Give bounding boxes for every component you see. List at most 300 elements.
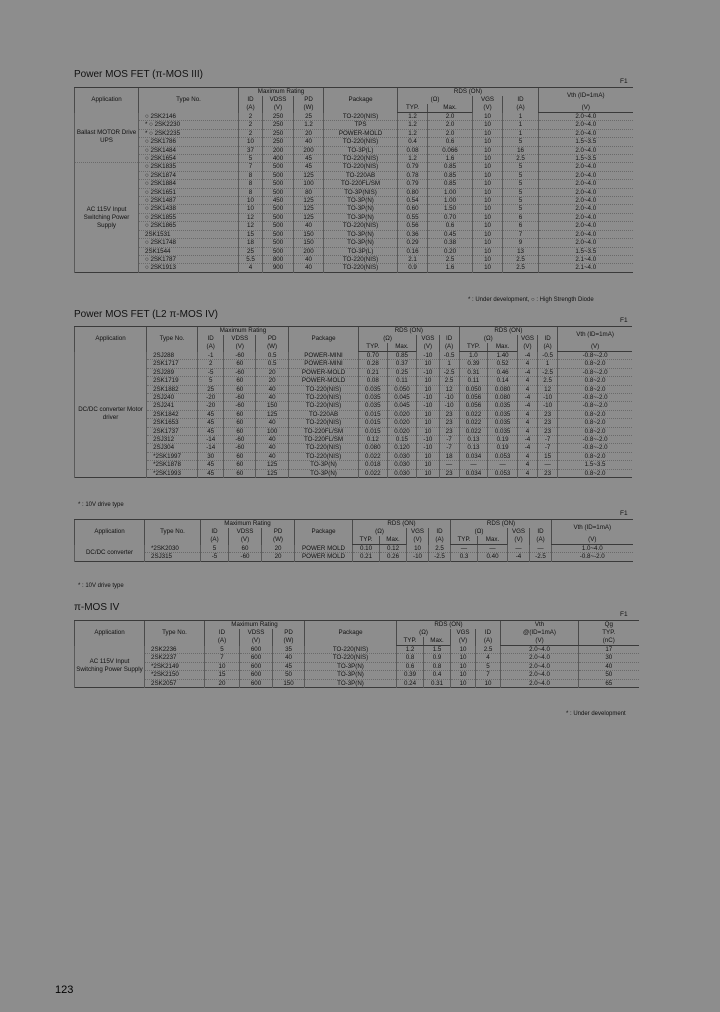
table-cell: 23 xyxy=(439,469,459,477)
table-cell: 500 xyxy=(263,180,294,188)
table-cell: TO-220(NIS) xyxy=(324,264,398,272)
table-cell: 100 xyxy=(294,180,324,188)
table-cell: 60 xyxy=(224,427,256,435)
table-row xyxy=(75,163,633,171)
table-cell: 15 xyxy=(239,230,263,238)
table-cell: -7 xyxy=(538,444,558,452)
table-cell: -60 xyxy=(229,553,262,561)
table-cell: 20 xyxy=(294,129,324,137)
table-cell: 2.1 xyxy=(398,255,428,263)
table-cell: 10 xyxy=(473,113,503,121)
table-cell: 20 xyxy=(262,545,295,553)
table-cell: — xyxy=(538,461,558,469)
table-row xyxy=(75,264,633,272)
col-application: Application xyxy=(75,88,139,113)
section1-note: * : Under development, ○ : High Strength Diode xyxy=(468,297,594,303)
table-cell: 35 xyxy=(273,646,305,654)
type-no-cell: ○ 2SK1484 xyxy=(139,146,239,154)
table-cell: -20 xyxy=(197,402,223,410)
col-vth-unit: (V) xyxy=(552,536,633,545)
table-cell: TO-220(NIS) xyxy=(324,155,398,163)
table-cell: 0.55 xyxy=(398,213,428,221)
table-cell: 0.053 xyxy=(488,469,518,477)
table-cell: 150 xyxy=(294,239,324,247)
table-cell: -10 xyxy=(417,352,439,360)
table-cell: TO-220(NIS) xyxy=(324,138,398,146)
table-cell: 0.52 xyxy=(488,360,518,368)
table-cell: TO-220(NIS) xyxy=(289,394,359,402)
table-cell: 45 xyxy=(197,461,223,469)
table-cell: 0.022 xyxy=(358,469,387,477)
table-cell: 2.0 xyxy=(428,113,473,121)
col-ohm: (Ω) xyxy=(358,335,416,343)
table-cell: 1 xyxy=(503,121,539,129)
table-cell: TO-220AB xyxy=(324,171,398,179)
col-typ: TYP. xyxy=(358,343,387,352)
table-cell: -0.8~-2.0 xyxy=(558,394,632,402)
col-rds-on-10v: RDS (ON) xyxy=(358,327,459,336)
type-no-cell: 2SJ312 xyxy=(147,436,198,444)
type-no-cell: 2SJ288 xyxy=(147,352,198,360)
table-cell: TO-220AB xyxy=(289,410,359,418)
table-cell: 600 xyxy=(240,646,273,654)
table-cell: 10 xyxy=(473,155,503,163)
type-no-cell: 2SK1737 xyxy=(147,427,198,435)
table-cell: 0.6 xyxy=(397,662,424,670)
table-cell: 0.066 xyxy=(428,146,473,154)
table-row xyxy=(75,452,633,460)
table-row xyxy=(75,402,633,410)
table-cell: -5 xyxy=(197,368,223,376)
table-cell: 45 xyxy=(197,410,223,418)
col-max: Max. xyxy=(428,104,473,113)
section4-f1-label: F1 xyxy=(620,611,628,618)
table-cell: 0.022 xyxy=(459,419,488,427)
table-cell: 0.79 xyxy=(398,163,428,171)
table-cell: 500 xyxy=(263,247,294,255)
table-cell: — xyxy=(488,461,518,469)
table-cell: 12 xyxy=(239,213,263,221)
table-cell: 0.85 xyxy=(428,180,473,188)
table-cell: TO-220(NIS) xyxy=(324,113,398,121)
table-cell: — xyxy=(530,545,552,553)
type-no-cell: *2SK1878 xyxy=(147,461,198,469)
table-cell: 0.11 xyxy=(459,377,488,385)
table-cell: 15 xyxy=(538,452,558,460)
table-cell: 60 xyxy=(224,452,256,460)
table-cell: 1.5~3.5 xyxy=(558,461,632,469)
table-cell: 0.018 xyxy=(358,461,387,469)
table-cell: 40 xyxy=(579,662,639,670)
table-cell: 65 xyxy=(579,679,639,687)
table-cell: 4 xyxy=(517,461,537,469)
table-cell: 50 xyxy=(273,671,305,679)
table-cell: 1.5~3.5 xyxy=(539,247,633,255)
table-cell: -0.5 xyxy=(538,352,558,360)
table-cell: 23 xyxy=(538,410,558,418)
table-cell: 10 xyxy=(417,377,439,385)
table-cell: 1.5~3.5 xyxy=(539,155,633,163)
application-cell: AC 115V Input Switching Power Supply xyxy=(75,646,145,688)
table-cell: -7 xyxy=(439,444,459,452)
table-row xyxy=(75,368,633,376)
table-cell: 2.0~4.0 xyxy=(539,163,633,171)
table-cell: 0.70 xyxy=(358,352,387,360)
table-cell: 10 xyxy=(473,197,503,205)
col-application: Application xyxy=(75,327,147,352)
table-cell: 1.0 xyxy=(459,352,488,360)
table-cell: 0.035 xyxy=(488,427,518,435)
table-cell: 2.0~4.0 xyxy=(539,213,633,221)
table-cell: 5 xyxy=(503,171,539,179)
table-cell: 0.39 xyxy=(459,360,488,368)
table-cell: 18 xyxy=(239,239,263,247)
table-cell: 0.056 xyxy=(459,394,488,402)
table-cell: 10 xyxy=(417,385,439,393)
table-cell: 0.24 xyxy=(397,679,424,687)
table-cell: 0.030 xyxy=(387,461,417,469)
col-typ: TYP. xyxy=(397,637,424,646)
table-cell: 1 xyxy=(503,129,539,137)
table-cell: 0.13 xyxy=(459,436,488,444)
table-cell: -0.5 xyxy=(439,352,459,360)
table-cell: 5 xyxy=(476,662,501,670)
section2-note: * : 10V drive type xyxy=(78,502,124,508)
col-max: Max. xyxy=(424,637,451,646)
table-cell: 0.020 xyxy=(387,427,417,435)
type-no-cell: 2SJ289 xyxy=(147,368,198,376)
table-cell: 2.0~4.0 xyxy=(539,230,633,238)
table-cell: TO-220(NIS) xyxy=(289,419,359,427)
col-vgs-b: VGS (V) xyxy=(508,528,530,545)
table-cell: 0.9 xyxy=(398,264,428,272)
table-cell: 500 xyxy=(263,222,294,230)
table-cell: POWER-MOLD xyxy=(289,377,359,385)
col-vgs: VGS (V) xyxy=(451,629,476,646)
table-cell: 600 xyxy=(240,679,273,687)
table-row xyxy=(75,230,633,238)
col-ohm: (Ω) xyxy=(397,629,451,637)
table-cell: 18 xyxy=(439,452,459,460)
table-cell: 20 xyxy=(256,368,289,376)
table-cell: 60 xyxy=(229,545,262,553)
table-cell: 2.0~4.0 xyxy=(501,671,579,679)
table-cell: 7 xyxy=(205,654,240,662)
table-cell: 4 xyxy=(517,385,537,393)
col-ohm-b: (Ω) xyxy=(459,335,517,343)
col-vth: Vth (ID=1mA) xyxy=(539,88,633,105)
table-cell: 10 xyxy=(473,163,503,171)
table-cell: 2.0~4.0 xyxy=(539,180,633,188)
table-cell: 8 xyxy=(239,171,263,179)
table-cell: 0.045 xyxy=(387,402,417,410)
table-cell: 0.19 xyxy=(488,436,518,444)
table-cell: 0.29 xyxy=(398,239,428,247)
table-cell: 10 xyxy=(205,662,240,670)
col-vgs: VGS (V) xyxy=(407,528,429,545)
table-cell: 40 xyxy=(256,452,289,460)
col-id2-b: ID (A) xyxy=(538,335,558,352)
table-cell: 0.5 xyxy=(256,360,289,368)
col-application: Application xyxy=(75,621,145,646)
table-cell: TO-220FL/SM xyxy=(324,180,398,188)
table-cell: 600 xyxy=(240,662,273,670)
col-pd: PD (W) xyxy=(256,335,289,352)
table-cell: 2.0 xyxy=(428,129,473,137)
table-cell: 10 xyxy=(476,679,501,687)
table-cell: 0.40 xyxy=(478,553,508,561)
table-cell: 50 xyxy=(579,671,639,679)
type-no-cell: ○ 2SK1835 xyxy=(139,163,239,171)
table-cell: -4 xyxy=(517,352,537,360)
table-cell: 45 xyxy=(197,419,223,427)
table-cell: 23 xyxy=(538,469,558,477)
table-cell: 400 xyxy=(263,155,294,163)
table-cell: 500 xyxy=(263,213,294,221)
table-cell: 150 xyxy=(256,402,289,410)
col-vth-unit: (V) xyxy=(558,343,632,352)
table-cell: -7 xyxy=(538,436,558,444)
table-cell: 0.8~2.0 xyxy=(558,469,632,477)
table-cell: 0.080 xyxy=(488,394,518,402)
type-no-cell: * ○ 2SK2230 xyxy=(139,121,239,129)
table-cell: 25 xyxy=(197,385,223,393)
table-cell: 0.80 xyxy=(398,188,428,196)
table-cell: -10 xyxy=(407,553,429,561)
table-cell: 200 xyxy=(263,146,294,154)
col-vdss: VDSS (V) xyxy=(224,335,256,352)
table-cell: 16 xyxy=(503,146,539,154)
section4-title: π-MOS IV xyxy=(74,602,120,613)
col-rds-on-4v: RDS (ON) xyxy=(451,520,552,529)
table-cell: -10 xyxy=(417,444,439,452)
table-cell: 0.08 xyxy=(358,377,387,385)
section3-note: * : 10V drive type xyxy=(78,583,124,589)
table-cell: -20 xyxy=(197,394,223,402)
table-cell: 8 xyxy=(239,188,263,196)
type-no-cell: 2SJ304 xyxy=(147,444,198,452)
table-cell: POWER-MOLD xyxy=(324,129,398,137)
table-row xyxy=(75,255,633,263)
table-cell: TO-3P(N) xyxy=(324,213,398,221)
table-row xyxy=(75,679,639,687)
table-cell: 1 xyxy=(538,360,558,368)
type-no-cell: 2SK1531 xyxy=(139,230,239,238)
table-cell: 0.19 xyxy=(488,444,518,452)
table-cell: 0.035 xyxy=(358,402,387,410)
table-cell: 0.015 xyxy=(358,410,387,418)
table-cell: 2.0~4.0 xyxy=(539,146,633,154)
type-no-cell: * ○ 2SK2235 xyxy=(139,129,239,137)
col-rds-on-10v: RDS (ON) xyxy=(353,520,451,529)
table-cell: -4 xyxy=(517,402,537,410)
table-cell: 0.022 xyxy=(358,452,387,460)
table-row xyxy=(75,360,633,368)
table-cell: 40 xyxy=(294,264,324,272)
table-cell: TO-220(NIS) xyxy=(305,646,397,654)
table-row xyxy=(75,646,639,654)
table-cell: -2.5 xyxy=(429,553,451,561)
table-cell: 150 xyxy=(294,230,324,238)
table-cell: 0.035 xyxy=(488,410,518,418)
type-no-cell: *2SK1993 xyxy=(147,469,198,477)
table-cell: 10 xyxy=(451,654,476,662)
table-cell: 2.0~4.0 xyxy=(501,654,579,662)
table-cell: 10 xyxy=(239,138,263,146)
table-cell: TO-220FL/SM xyxy=(289,436,359,444)
col-rds-on: RDS (ON) xyxy=(397,621,501,630)
type-no-cell: ○ 2SK1874 xyxy=(139,171,239,179)
col-pd: PD (W) xyxy=(294,96,324,113)
table-cell: 10 xyxy=(473,129,503,137)
table-row xyxy=(75,222,633,230)
table-cell: 2.5 xyxy=(476,646,501,654)
table-cell: 0.015 xyxy=(358,419,387,427)
table-cell: 0.053 xyxy=(488,452,518,460)
table-cell: 30 xyxy=(579,654,639,662)
table-row xyxy=(75,394,633,402)
col-max-b: Max. xyxy=(488,343,518,352)
table-cell: 0.46 xyxy=(488,368,518,376)
table-cell: -10 xyxy=(439,402,459,410)
type-no-cell: ○ 2SK2146 xyxy=(139,113,239,121)
table-row xyxy=(75,553,633,561)
table-cell: 4 xyxy=(517,427,537,435)
table-cell: 0.5 xyxy=(256,352,289,360)
col-typ: TYP. xyxy=(398,104,428,113)
type-no-cell: ○ 2SK1865 xyxy=(139,222,239,230)
table-cell: 10 xyxy=(473,222,503,230)
table-cell: 0.20 xyxy=(428,247,473,255)
table-cell: 0.030 xyxy=(387,469,417,477)
table-cell: 5 xyxy=(503,205,539,213)
table-cell: 20 xyxy=(262,553,295,561)
table-cell: TO-220(NIS) xyxy=(289,402,359,410)
col-id: ID (A) xyxy=(201,528,229,545)
table-cell: 0.11 xyxy=(387,377,417,385)
table-cell: 10 xyxy=(473,247,503,255)
table-cell: 2.0~4.0 xyxy=(539,121,633,129)
table-cell: 0.28 xyxy=(358,360,387,368)
table-cell: 0.3 xyxy=(451,553,478,561)
table-cell: 0.8~2.0 xyxy=(558,410,632,418)
table-cell: 0.6 xyxy=(428,138,473,146)
table-cell: 10 xyxy=(417,419,439,427)
table-cell: 25 xyxy=(239,247,263,255)
table-cell: 0.13 xyxy=(459,444,488,452)
table-cell: 0.8~2.0 xyxy=(558,377,632,385)
table-cell: 2.1~4.0 xyxy=(539,255,633,263)
table-cell: -0.8~-2.0 xyxy=(558,368,632,376)
table-cell: -10 xyxy=(538,402,558,410)
table-cell: 2.0~4.0 xyxy=(539,197,633,205)
table-cell: 5 xyxy=(503,188,539,196)
table-cell: 0.37 xyxy=(387,360,417,368)
table-cell: 0.045 xyxy=(387,394,417,402)
table-cell: 2.5 xyxy=(503,264,539,272)
table-cell: 10 xyxy=(473,239,503,247)
section2-title: Power MOS FET (L2 π-MOS IV) xyxy=(74,309,218,320)
type-no-cell: *2SK2150 xyxy=(145,671,205,679)
table-cell: 23 xyxy=(538,419,558,427)
table-row xyxy=(75,469,633,477)
table-cell: -0.8~-2.0 xyxy=(558,402,632,410)
table-cell: 2.0~4.0 xyxy=(539,239,633,247)
type-no-cell: *2SK1997 xyxy=(147,452,198,460)
table-cell: 125 xyxy=(294,171,324,179)
table-cell: 4 xyxy=(517,377,537,385)
table-cell: 5 xyxy=(239,155,263,163)
table-cell: TO-3P(L) xyxy=(324,247,398,255)
table-cell: 2.0 xyxy=(428,121,473,129)
table-cell: -2.5 xyxy=(439,368,459,376)
table-cell: -0.8~-2.0 xyxy=(558,436,632,444)
table-cell: 2.5 xyxy=(503,255,539,263)
table-cell: 0.8 xyxy=(397,654,424,662)
table-cell: 2.5 xyxy=(538,377,558,385)
table-row xyxy=(75,188,633,196)
table-row xyxy=(75,662,639,670)
section1-f1-label: F1 xyxy=(620,78,628,85)
table-row xyxy=(75,247,633,255)
col-vth: Vth @(ID=1mA) xyxy=(501,621,579,638)
table-cell: 37 xyxy=(239,146,263,154)
table-cell: 500 xyxy=(263,163,294,171)
type-no-cell: 2SJ240 xyxy=(147,394,198,402)
table-cell: 150 xyxy=(273,679,305,687)
table-cell: 23 xyxy=(439,410,459,418)
table-cell: -10 xyxy=(538,394,558,402)
table-cell: 30 xyxy=(197,452,223,460)
col-max-rating: Maximum Rating xyxy=(201,520,295,529)
table-cell: 0.8~2.0 xyxy=(558,452,632,460)
table-cell: TO-220(NIS) xyxy=(324,163,398,171)
col-application: Application xyxy=(75,520,145,545)
table-row xyxy=(75,444,633,452)
table-cell: 10 xyxy=(473,121,503,129)
table-cell: 0.39 xyxy=(397,671,424,679)
section2-f1-label: F1 xyxy=(620,317,628,324)
table-cell: 0.60 xyxy=(398,205,428,213)
table-row xyxy=(75,146,633,154)
table-cell: 125 xyxy=(294,197,324,205)
table-cell: 0.4 xyxy=(424,671,451,679)
table-cell: 4 xyxy=(517,452,537,460)
table-cell: 0.8~2.0 xyxy=(558,385,632,393)
table-cell: 10 xyxy=(451,646,476,654)
table-cell: 0.035 xyxy=(488,419,518,427)
table-cell: 10 xyxy=(473,264,503,272)
table-cell: TO-3P(N) xyxy=(324,197,398,205)
col-max: Max. xyxy=(387,343,417,352)
table-cell: 1.00 xyxy=(428,188,473,196)
table-cell: 60 xyxy=(224,360,256,368)
table-cell: 1.2 xyxy=(398,121,428,129)
table-cell: 5 xyxy=(503,138,539,146)
table-row xyxy=(75,385,633,393)
table-cell: 125 xyxy=(294,205,324,213)
table-cell: 40 xyxy=(256,419,289,427)
table-cell: TO-3P(N) xyxy=(305,679,397,687)
type-no-cell: ○ 2SK1438 xyxy=(139,205,239,213)
table-cell: 0.70 xyxy=(428,213,473,221)
application-cell: DC/DC converter xyxy=(75,545,145,562)
table-cell: 0.12 xyxy=(380,545,407,553)
type-no-cell: *2SK2149 xyxy=(145,662,205,670)
table-cell: 2.5 xyxy=(503,155,539,163)
table-cell: 0.10 xyxy=(353,545,380,553)
table-cell: 0.030 xyxy=(387,452,417,460)
